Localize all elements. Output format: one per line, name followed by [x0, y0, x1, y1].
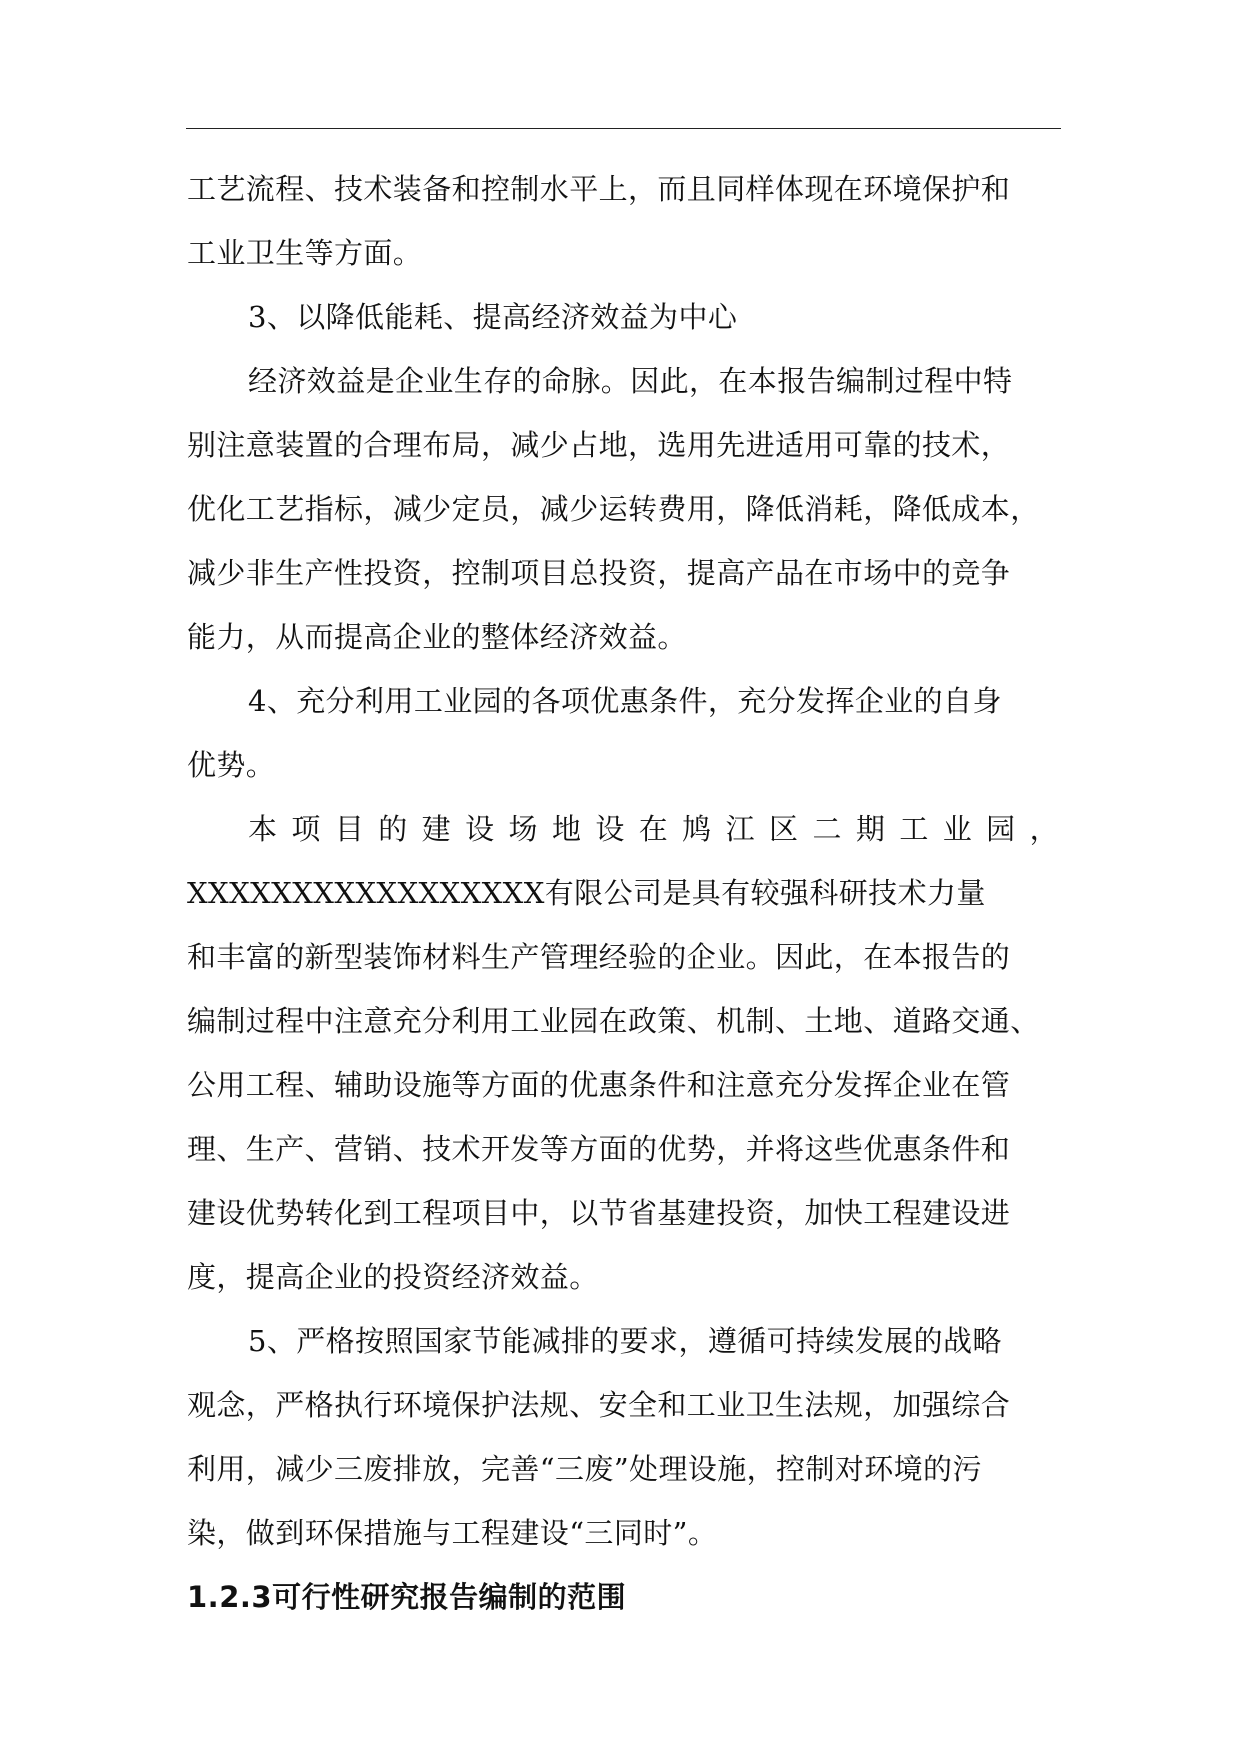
text-line: 观念，严格执行环境保护法规、安全和工业卫生法规，加强综合 [187, 1388, 1011, 1422]
text-line: 建设优势转化到工程项目中，以节省基建投资，加快工程建设进 [187, 1196, 1011, 1230]
text-line: 度，提高企业的投资经济效益。 [187, 1260, 599, 1294]
text-line: 优化工艺指标，减少定员，减少运转费用，降低消耗，降低成本， [187, 492, 1040, 526]
text-line: 工业卫生等方面。 [187, 236, 423, 270]
text-line: 能力，从而提高企业的整体经济效益。 [187, 620, 687, 654]
numbered-item-3: 3、以降低能耗、提高经济效益为中心 [248, 300, 738, 334]
text-line: 别注意装置的合理布局，减少占地，选用先进适用可靠的技术， [187, 428, 1011, 462]
section-heading: 1.2.3可行性研究报告编制的范围 [187, 1580, 627, 1614]
text-line: 公用工程、辅助设施等方面的优惠条件和注意充分发挥企业在管 [187, 1068, 1011, 1102]
text-line: 工艺流程、技术装备和控制水平上，而且同样体现在环境保护和 [187, 172, 1011, 206]
text-line: 减少非生产性投资，控制项目总投资，提高产品在市场中的竞争 [187, 556, 1011, 590]
text-line: 理、生产、营销、技术开发等方面的优势，并将这些优惠条件和 [187, 1132, 1011, 1166]
text-line: XXXXXXXXXXXXXXXXX有限公司是具有较强科研技术力量 [187, 876, 986, 910]
text-line: 利用，减少三废排放，完善“三废”处理设施，控制对环境的污 [187, 1452, 982, 1486]
text-line: 编制过程中注意充分利用工业园在政策、机制、土地、道路交通、 [187, 1004, 1040, 1038]
header-rule [186, 128, 1061, 129]
text-line: 本项目的建设场地设在鸠江区二期工业园， [248, 812, 1059, 846]
numbered-item-4: 4、充分利用工业园的各项优惠条件，充分发挥企业的自身 [248, 684, 1002, 718]
numbered-item-5: 5、严格按照国家节能减排的要求，遵循可持续发展的战略 [248, 1324, 1002, 1358]
text-line: 染，做到环保措施与工程建设“三同时”。 [187, 1516, 718, 1550]
text-line: 和丰富的新型装饰材料生产管理经验的企业。因此，在本报告的 [187, 940, 1011, 974]
text-line: 经济效益是企业生存的命脉。因此，在本报告编制过程中特 [248, 364, 1013, 398]
text-line: 优势。 [187, 748, 276, 782]
document-body [187, 157, 1059, 1629]
